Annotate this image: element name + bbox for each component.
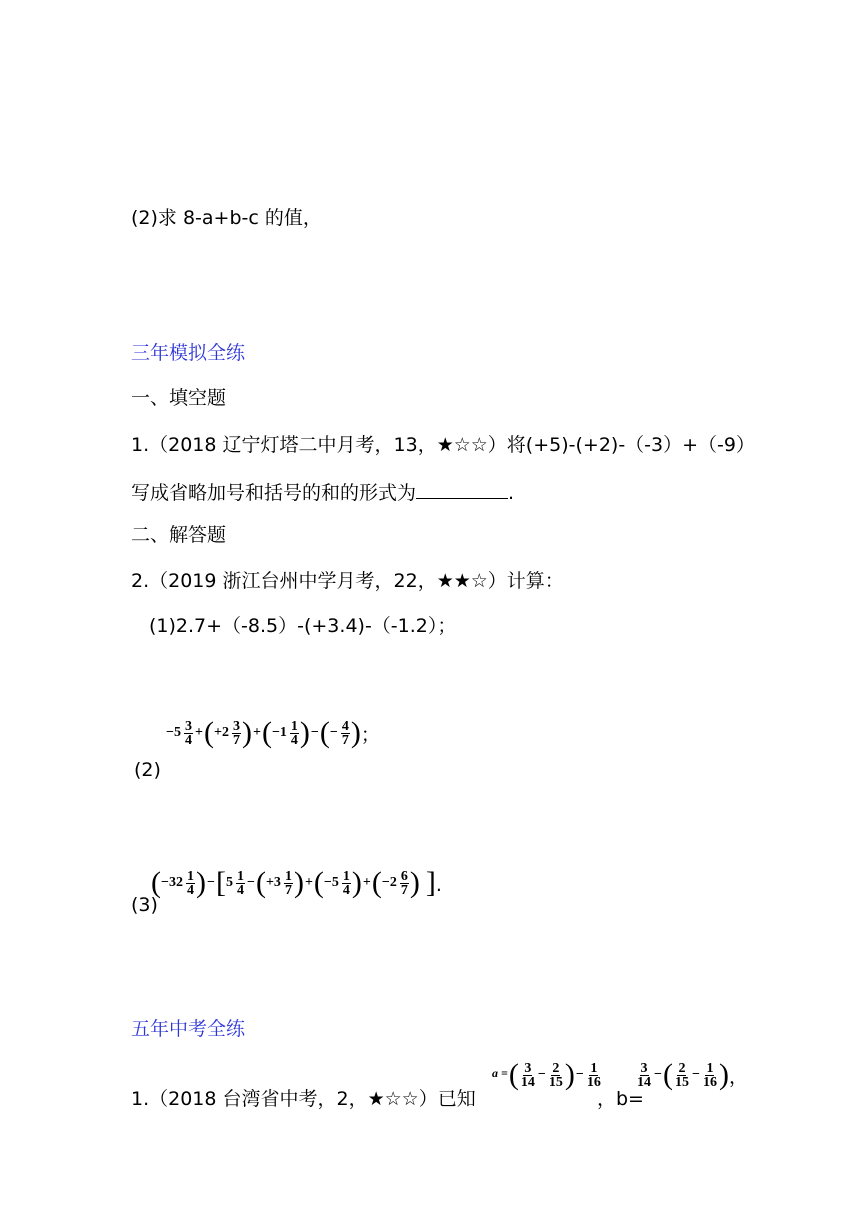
- mixed-number: −5: [323, 875, 339, 890]
- mixed-number: 5: [225, 875, 233, 890]
- fraction: [548, 1062, 564, 1089]
- plus-sign: +: [194, 725, 203, 740]
- numerator: 3: [184, 718, 192, 734]
- denominator: 14: [520, 1074, 535, 1090]
- right-paren: ): [299, 716, 310, 749]
- mixed-number: −1: [271, 725, 287, 740]
- denominator: 7: [400, 882, 408, 898]
- question-part-2: (2)求 8-a+b-c 的值，: [131, 207, 322, 229]
- left-paren: (: [261, 716, 272, 749]
- left-paren: (: [313, 866, 324, 899]
- fraction: [702, 1062, 718, 1089]
- right-paren: ): [350, 716, 361, 749]
- denominator: 15: [674, 1074, 689, 1090]
- fraction: [290, 720, 299, 747]
- numerator: 6: [400, 868, 408, 884]
- fraction: [284, 870, 293, 897]
- numerator: 3: [524, 1060, 532, 1076]
- question-1-line-1: 1.（2018 辽宁灯塔二中月考，13，★☆☆）将(+5)-(+2)-（-3）+（-9）: [131, 434, 755, 456]
- minus-sign: −: [537, 1067, 546, 1082]
- mixed-number: −5: [166, 725, 181, 740]
- denominator: 15: [548, 1074, 563, 1090]
- part-two-title: 二、解答题: [131, 524, 227, 546]
- left-paren: (: [508, 1058, 519, 1091]
- minus-sign: −: [691, 1067, 700, 1082]
- fraction: [586, 1062, 602, 1089]
- right-paren: ): [241, 716, 252, 749]
- semicolon: ；: [360, 724, 380, 746]
- fraction: [520, 1062, 536, 1089]
- question-1-text: 写成省略加号和括号的和的形式为: [131, 482, 417, 504]
- numerator: 1: [236, 868, 244, 884]
- a-label: a =: [492, 1066, 508, 1080]
- left-paren: (: [151, 866, 161, 899]
- numerator: 3: [232, 718, 240, 734]
- sign: −: [329, 725, 338, 740]
- right-paren: ): [293, 866, 304, 899]
- question-2-intro: 2.（2019 浙江台州中学月考，22，★★☆）计算：: [131, 570, 564, 592]
- denominator: 7: [232, 732, 240, 748]
- numerator: 1: [186, 868, 194, 884]
- mixed-number: −2: [381, 875, 397, 890]
- section-title-five-year: 五年中考全练: [131, 1018, 246, 1040]
- numerator: 1: [590, 1060, 598, 1076]
- denominator: 4: [290, 732, 298, 748]
- denominator: 4: [236, 882, 244, 898]
- question-5-intro: 1.（2018 台湾省中考，2，★☆☆）已知: [131, 1088, 476, 1110]
- plus-sign: +: [304, 875, 313, 890]
- denominator: 4: [342, 882, 350, 898]
- question-1-line-2: [131, 478, 514, 506]
- minus-sign: −: [310, 725, 319, 740]
- numerator: 1: [284, 868, 292, 884]
- b-label: ，b=: [597, 1088, 644, 1110]
- denominator: 14: [637, 1074, 651, 1090]
- question-2-sub-1: (1)2.7+（-8.5）-(+3.4)-（-1.2）；: [149, 615, 457, 637]
- numerator: 1: [342, 868, 350, 884]
- period: .: [435, 874, 442, 896]
- mixed-number: +2: [213, 725, 229, 740]
- expression-2: [166, 718, 380, 748]
- fraction: [186, 870, 195, 897]
- denominator: 7: [341, 732, 349, 748]
- minus-sign: −: [654, 1067, 662, 1082]
- plus-sign: +: [252, 725, 261, 740]
- minus-sign: −: [575, 1067, 584, 1082]
- fraction: [184, 720, 193, 747]
- period: .: [508, 482, 515, 504]
- expression-b: [635, 1060, 748, 1090]
- part-one-title: 一、填空题: [131, 387, 227, 409]
- denominator: 4: [184, 732, 192, 748]
- answer-blank: [416, 478, 508, 499]
- denominator: 16: [586, 1074, 601, 1090]
- right-paren: ): [564, 1058, 575, 1091]
- numerator: 1: [706, 1060, 714, 1076]
- right-paren: ): [351, 866, 362, 899]
- right-paren: ): [409, 866, 420, 899]
- left-paren: (: [662, 1058, 673, 1091]
- fraction: [341, 720, 350, 747]
- left-paren: (: [203, 716, 214, 749]
- comma: ，: [728, 1066, 748, 1088]
- sub-3-label: (3): [131, 894, 158, 916]
- numerator: 2: [552, 1060, 560, 1076]
- right-paren: ): [718, 1058, 729, 1091]
- mixed-number: +3: [265, 875, 281, 890]
- mixed-number: −32: [161, 875, 183, 890]
- plus-sign: +: [362, 875, 371, 890]
- expression-3: [151, 868, 442, 898]
- minus-sign: −: [246, 875, 255, 890]
- left-paren: (: [371, 866, 382, 899]
- section-title-three-year: 三年模拟全练: [131, 342, 246, 364]
- left-paren: (: [255, 866, 266, 899]
- fraction: [674, 1062, 690, 1089]
- fraction: [342, 870, 351, 897]
- fraction: [232, 720, 241, 747]
- denominator: 4: [186, 882, 194, 898]
- numerator: 4: [341, 718, 349, 734]
- left-bracket: [: [215, 866, 226, 899]
- right-paren: ): [195, 866, 206, 899]
- numerator: 3: [640, 1060, 648, 1076]
- numerator: 1: [290, 718, 298, 734]
- fraction: [236, 870, 245, 897]
- fraction: [636, 1062, 652, 1089]
- sub-2-label: (2): [134, 759, 161, 781]
- numerator: 2: [678, 1060, 686, 1076]
- minus-sign: −: [206, 875, 215, 890]
- left-paren: (: [319, 716, 330, 749]
- right-bracket: ]: [425, 866, 436, 899]
- denominator: 7: [284, 882, 292, 898]
- fraction: [400, 870, 409, 897]
- denominator: 16: [702, 1074, 717, 1090]
- expression-a: [491, 1060, 603, 1090]
